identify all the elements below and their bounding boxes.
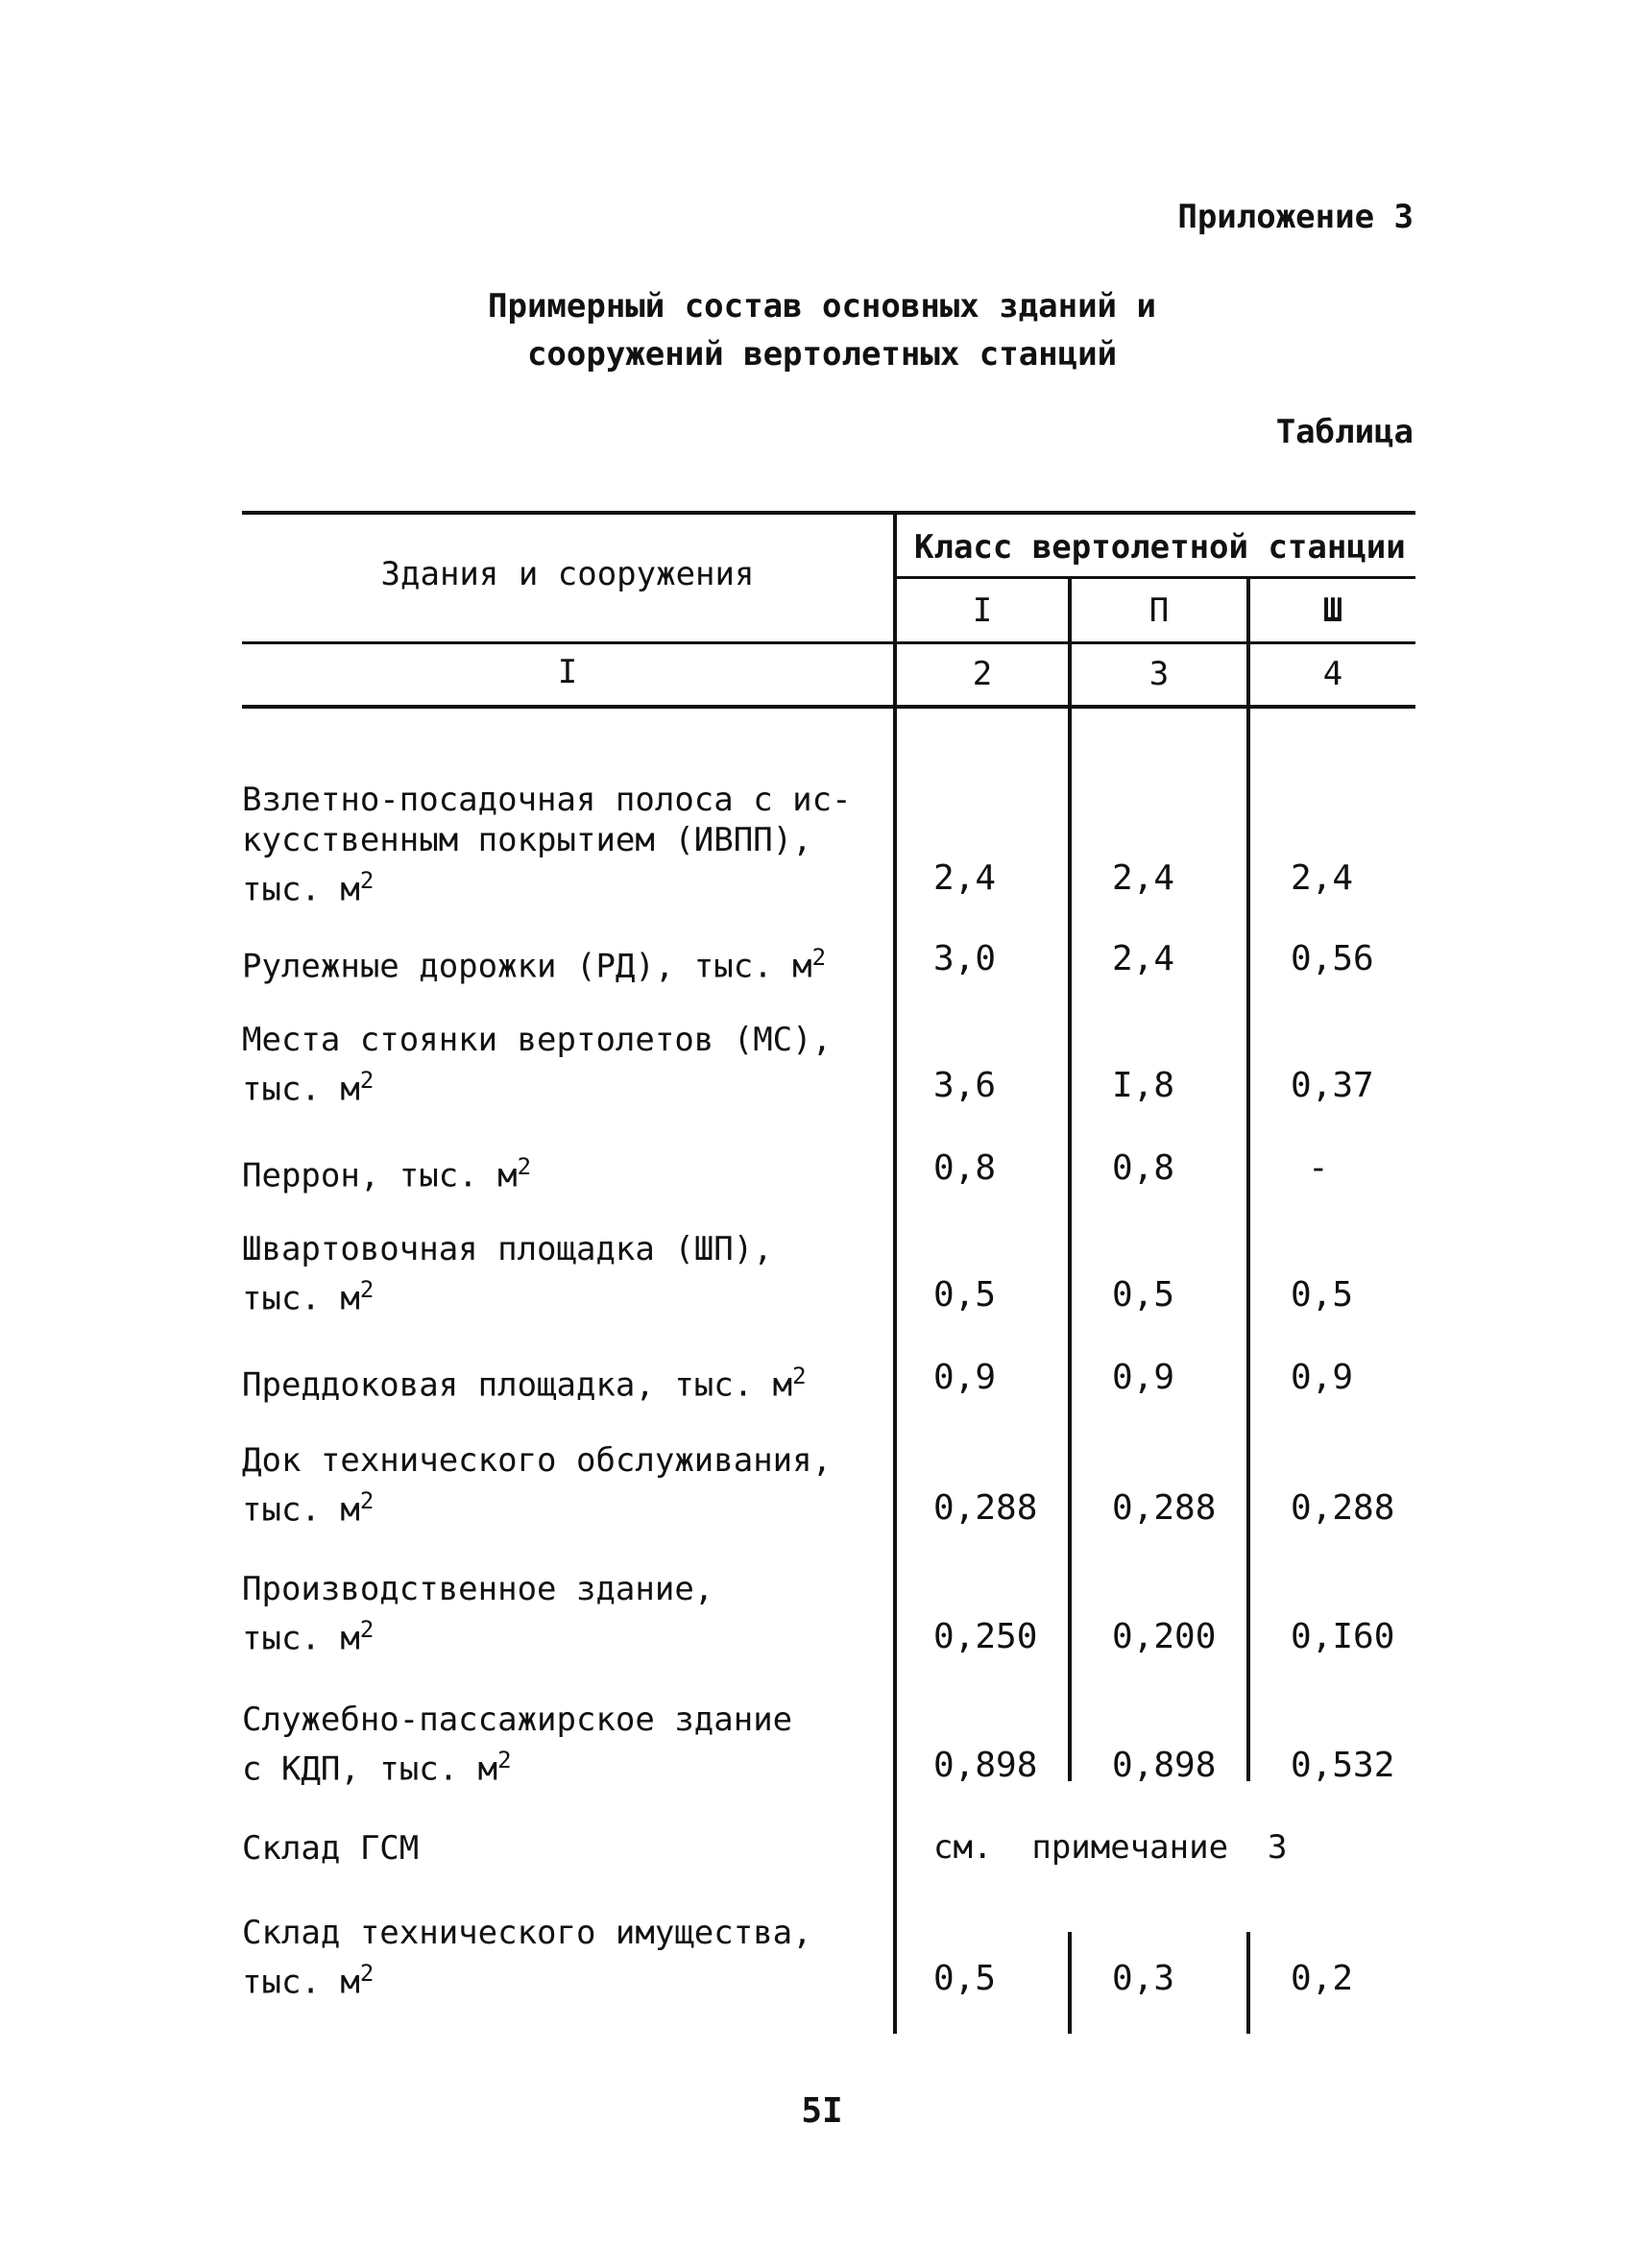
cell-value: 0,250 bbox=[933, 1617, 1038, 1656]
cell-value: 0,532 bbox=[1291, 1746, 1395, 1785]
cell-value: 3,6 bbox=[933, 1066, 997, 1105]
cell-value: 0,8 bbox=[933, 1148, 997, 1188]
table-top-rule bbox=[242, 511, 1415, 515]
table-row: Служебно-пассажирское здание с КДП, тыс. $м^2$ bbox=[242, 1701, 793, 1789]
col1-header: Здания и сооружения bbox=[380, 555, 755, 593]
table-row: Рулежные дорожки (РД), тыс. $м^2$ bbox=[242, 944, 827, 986]
appendix-label: Приложение 3 bbox=[1177, 198, 1414, 236]
cell-value: 3,0 bbox=[933, 939, 997, 978]
col-divider-1 bbox=[893, 511, 897, 2034]
table-row: Преддоковая площадка, тыс. $м^2$ bbox=[242, 1363, 807, 1405]
cell-value: 0,288 bbox=[1112, 1488, 1217, 1528]
col-divider-2-lower bbox=[1068, 1932, 1072, 2034]
cell-value: 0,5 bbox=[933, 1275, 997, 1315]
col-divider-3 bbox=[1246, 579, 1250, 1781]
table-label: Таблица bbox=[1275, 413, 1414, 451]
class-header-rule bbox=[893, 576, 1415, 579]
cell-value: 0,5 bbox=[1291, 1275, 1354, 1315]
cell-value: 0,56 bbox=[1291, 939, 1374, 978]
cell-value: 0,9 bbox=[933, 1358, 997, 1397]
class-I: I bbox=[972, 591, 993, 630]
table-row: Швартовочная площадка (ШП), тыс. $м^2$ bbox=[242, 1230, 773, 1318]
col-number-1: I bbox=[557, 653, 578, 691]
table-row: Производственное здание, тыс. $м^2$ bbox=[242, 1570, 714, 1658]
numbers-bottom-rule bbox=[242, 705, 1415, 709]
table-row: Док технического обслуживания, тыс. $м^2$ bbox=[242, 1441, 833, 1530]
cell-value: 0,898 bbox=[1112, 1746, 1217, 1785]
cell-value: 0,2 bbox=[1291, 1959, 1354, 1998]
cell-value: 0,288 bbox=[1291, 1488, 1395, 1528]
col-divider-2 bbox=[1068, 579, 1072, 1781]
cell-value: 0,200 bbox=[1112, 1617, 1217, 1656]
col-number-3: 3 bbox=[1148, 655, 1170, 693]
cell-value: 2,4 bbox=[933, 858, 997, 898]
title-line-1: Примерный состав основных зданий и bbox=[488, 287, 1156, 326]
cell-value: 0,5 bbox=[933, 1959, 997, 1998]
cell-value: 0,3 bbox=[1112, 1959, 1175, 1998]
note-reference: см. примечание 3 bbox=[933, 1828, 1288, 1867]
class-III: Ш bbox=[1322, 591, 1343, 630]
cell-value: 0,I60 bbox=[1291, 1617, 1395, 1656]
cell-value: 0,288 bbox=[933, 1488, 1038, 1528]
table-row: Места стоянки вертолетов (МС), тыс. $м^2$ bbox=[242, 1021, 833, 1109]
cell-value: 0,9 bbox=[1291, 1358, 1354, 1397]
cell-value: 2,4 bbox=[1112, 939, 1175, 978]
table-row: Склад технического имущества, тыс. $м^2$ bbox=[242, 1914, 812, 2002]
col-divider-3-lower bbox=[1246, 1932, 1250, 2034]
class-header: Класс вертолетной станции bbox=[914, 528, 1406, 567]
cell-value: 0,37 bbox=[1291, 1066, 1374, 1105]
cell-value: - bbox=[1308, 1148, 1329, 1188]
cell-value: 0,898 bbox=[933, 1746, 1038, 1785]
table-row: Склад ГСМ bbox=[242, 1829, 420, 1868]
col-number-2: 2 bbox=[972, 655, 993, 693]
cell-value: 2,4 bbox=[1291, 858, 1354, 898]
class-II: П bbox=[1148, 591, 1170, 630]
cell-value: I,8 bbox=[1112, 1066, 1175, 1105]
cell-value: 0,8 bbox=[1112, 1148, 1175, 1188]
col-number-4: 4 bbox=[1322, 655, 1343, 693]
cell-value: 2,4 bbox=[1112, 858, 1175, 898]
title-line-2: сооружений вертолетных станций bbox=[526, 335, 1118, 374]
cell-value: 0,9 bbox=[1112, 1358, 1175, 1397]
header-bottom-rule bbox=[242, 641, 1415, 644]
table-row: Взлетно-посадочная полоса с ис- кусственным покрытием (ИВПП), тыс. $м^2$ bbox=[242, 781, 852, 909]
cell-value: 0,5 bbox=[1112, 1275, 1175, 1315]
table-row: Перрон, тыс. $м^2$ bbox=[242, 1153, 532, 1195]
page-number: 5I bbox=[801, 2091, 843, 2131]
